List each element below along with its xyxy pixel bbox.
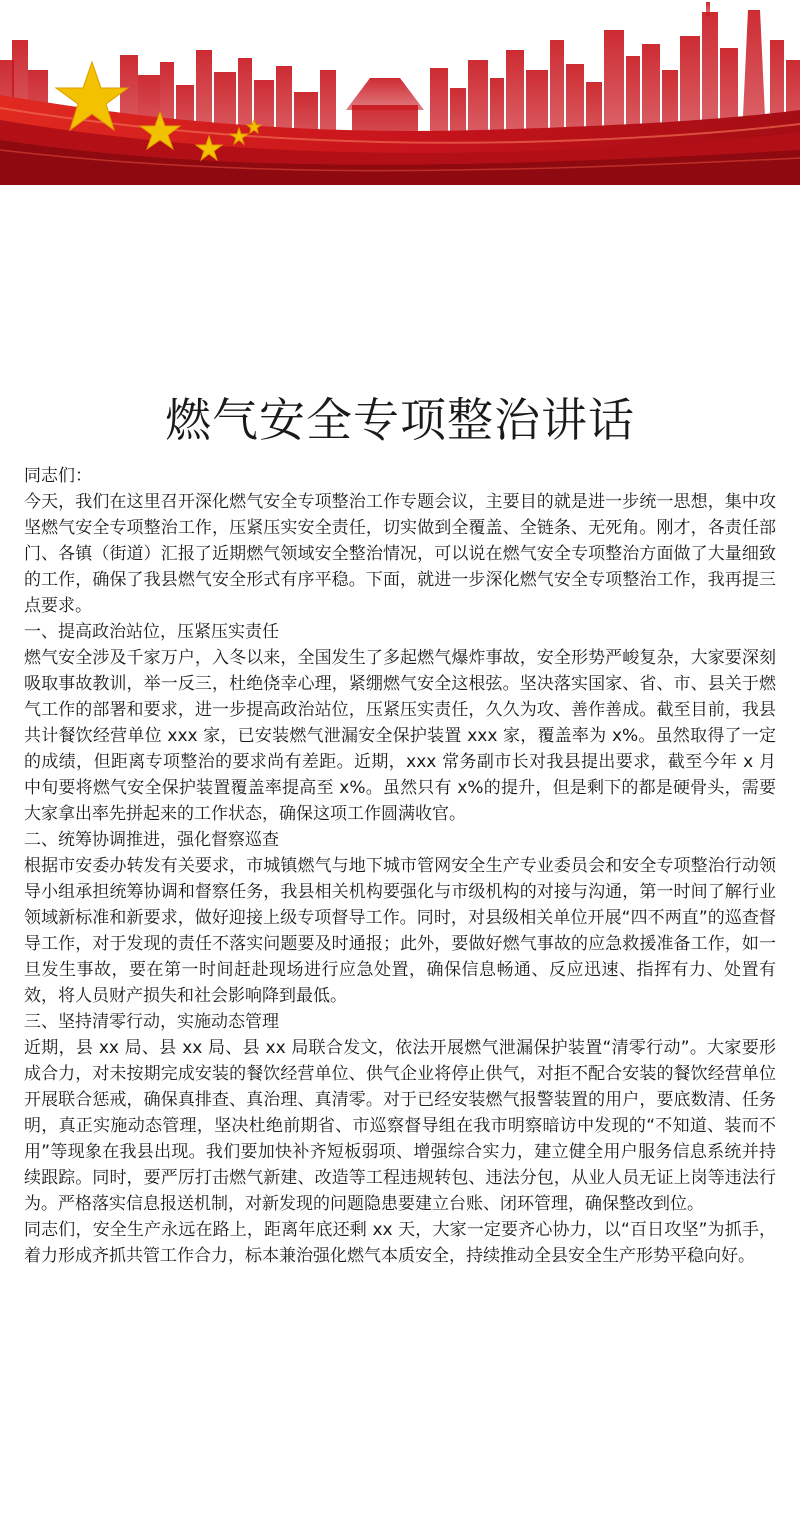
document-title: 燃气安全专项整治讲话	[165, 393, 635, 447]
header-banner	[0, 0, 800, 185]
section-heading-3: 三、坚持清零行动，实施动态管理	[24, 1012, 279, 1032]
document-body	[24, 463, 776, 1269]
section-heading-2: 二、统筹协调推进，强化督察巡查	[24, 830, 279, 850]
closing-paragraph: 同志们，安全生产永远在路上，距离年底还剩 xx 天，大家一定要齐心协力，以“百日攻坚”为抓手，着力形成齐抓共管工作合力，标本兼治强化燃气本质安全，持续推动全县安全生产形势平稳向好。	[24, 1220, 776, 1266]
city-skyline-star-banner	[0, 0, 800, 185]
section-body-3: 近期，县 xx 局、县 xx 局、县 xx 局联合发文，依法开展燃气泄漏保护装置“清零行动”。大家要形成合力，对未按期完成安装的餐饮经营单位、供气企业将停止供气，对拒不配合安装的餐饮经营单位开展联合惩戒，确保真排查、真治理、真清零。对于已经安装燃气报警装置的用户，要底数清、任务明，真正实施动态管理，坚决杜绝前期省、市巡察督导组在我市明察暗访中发现的“不知道、装而不用”等现象在我县出现。我们要加快补齐短板弱项、增强综合实力，建立健全用户服务信息系统并持续跟踪。同时，要严厉打击燃气新建、改造等工程违规转包、违法分包，从业人员无证上岗等违法行为。严格落实信息报送机制，对新发现的问题隐患要建立台账、闭环管理，确保整改到位。	[24, 1038, 776, 1214]
intro-paragraph: 今天，我们在这里召开深化燃气安全专项整治工作专题会议，主要目的就是进一步统一思想，集中攻坚燃气安全专项整治工作，压紧压实安全责任，切实做到全覆盖、全链条、无死角。刚才，各责任部门、各镇（街道）汇报了近期燃气领域安全整治情况，可以说在燃气安全专项整治方面做了大量细致的工作，确保了我县燃气安全形式有序平稳。下面，就进一步深化燃气安全专项整治工作，我再提三点要求。	[24, 492, 776, 616]
section-body-1: 燃气安全涉及千家万户，入冬以来，全国发生了多起燃气爆炸事故，安全形势严峻复杂，大家要深刻吸取事故教训，举一反三，杜绝侥幸心理，紧绷燃气安全这根弦。坚决落实国家、省、市、县关于燃气工作的部署和要求，进一步提高政治站位，压紧压实责任，久久为攻、善作善成。截至目前，我县共计餐饮经营单位 xxx 家，已安装燃气泄漏安全保护装置 xxx 家，覆盖率为 x%。虽然取得了一定的成绩，但距离专项整治的要求尚有差距。近期，xxx 常务副市长对我县提出要求，截至今年 x 月中旬要将燃气安全保护装置覆盖率提高至 x%。虽然只有 x%的提升，但是剩下的都是硬骨头，需要大家拿出率先拼起来的工作状态，确保这项工作圆满收官。	[24, 648, 776, 824]
salutation: 同志们：	[24, 466, 92, 486]
section-heading-1: 一、提高政治站位，压紧压实责任	[24, 622, 279, 642]
section-body-2: 根据市安委办转发有关要求，市城镇燃气与地下城市管网安全生产专业委员会和安全专项整治行动领导小组承担统筹协调和督察任务，我县相关机构要强化与市级机构的对接与沟通，第一时间了解行业领域新标准和新要求，做好迎接上级专项督导工作。同时，对县级相关单位开展“四不两直”的巡查督导工作，对于发现的责任不落实问题要及时通报；此外，要做好燃气事故的应急救援准备工作，如一旦发生事故，要在第一时间赶赴现场进行应急处置，确保信息畅通、反应迅速、指挥有力、处置有效，将人员财产损失和社会影响降到最低。	[24, 856, 776, 1006]
